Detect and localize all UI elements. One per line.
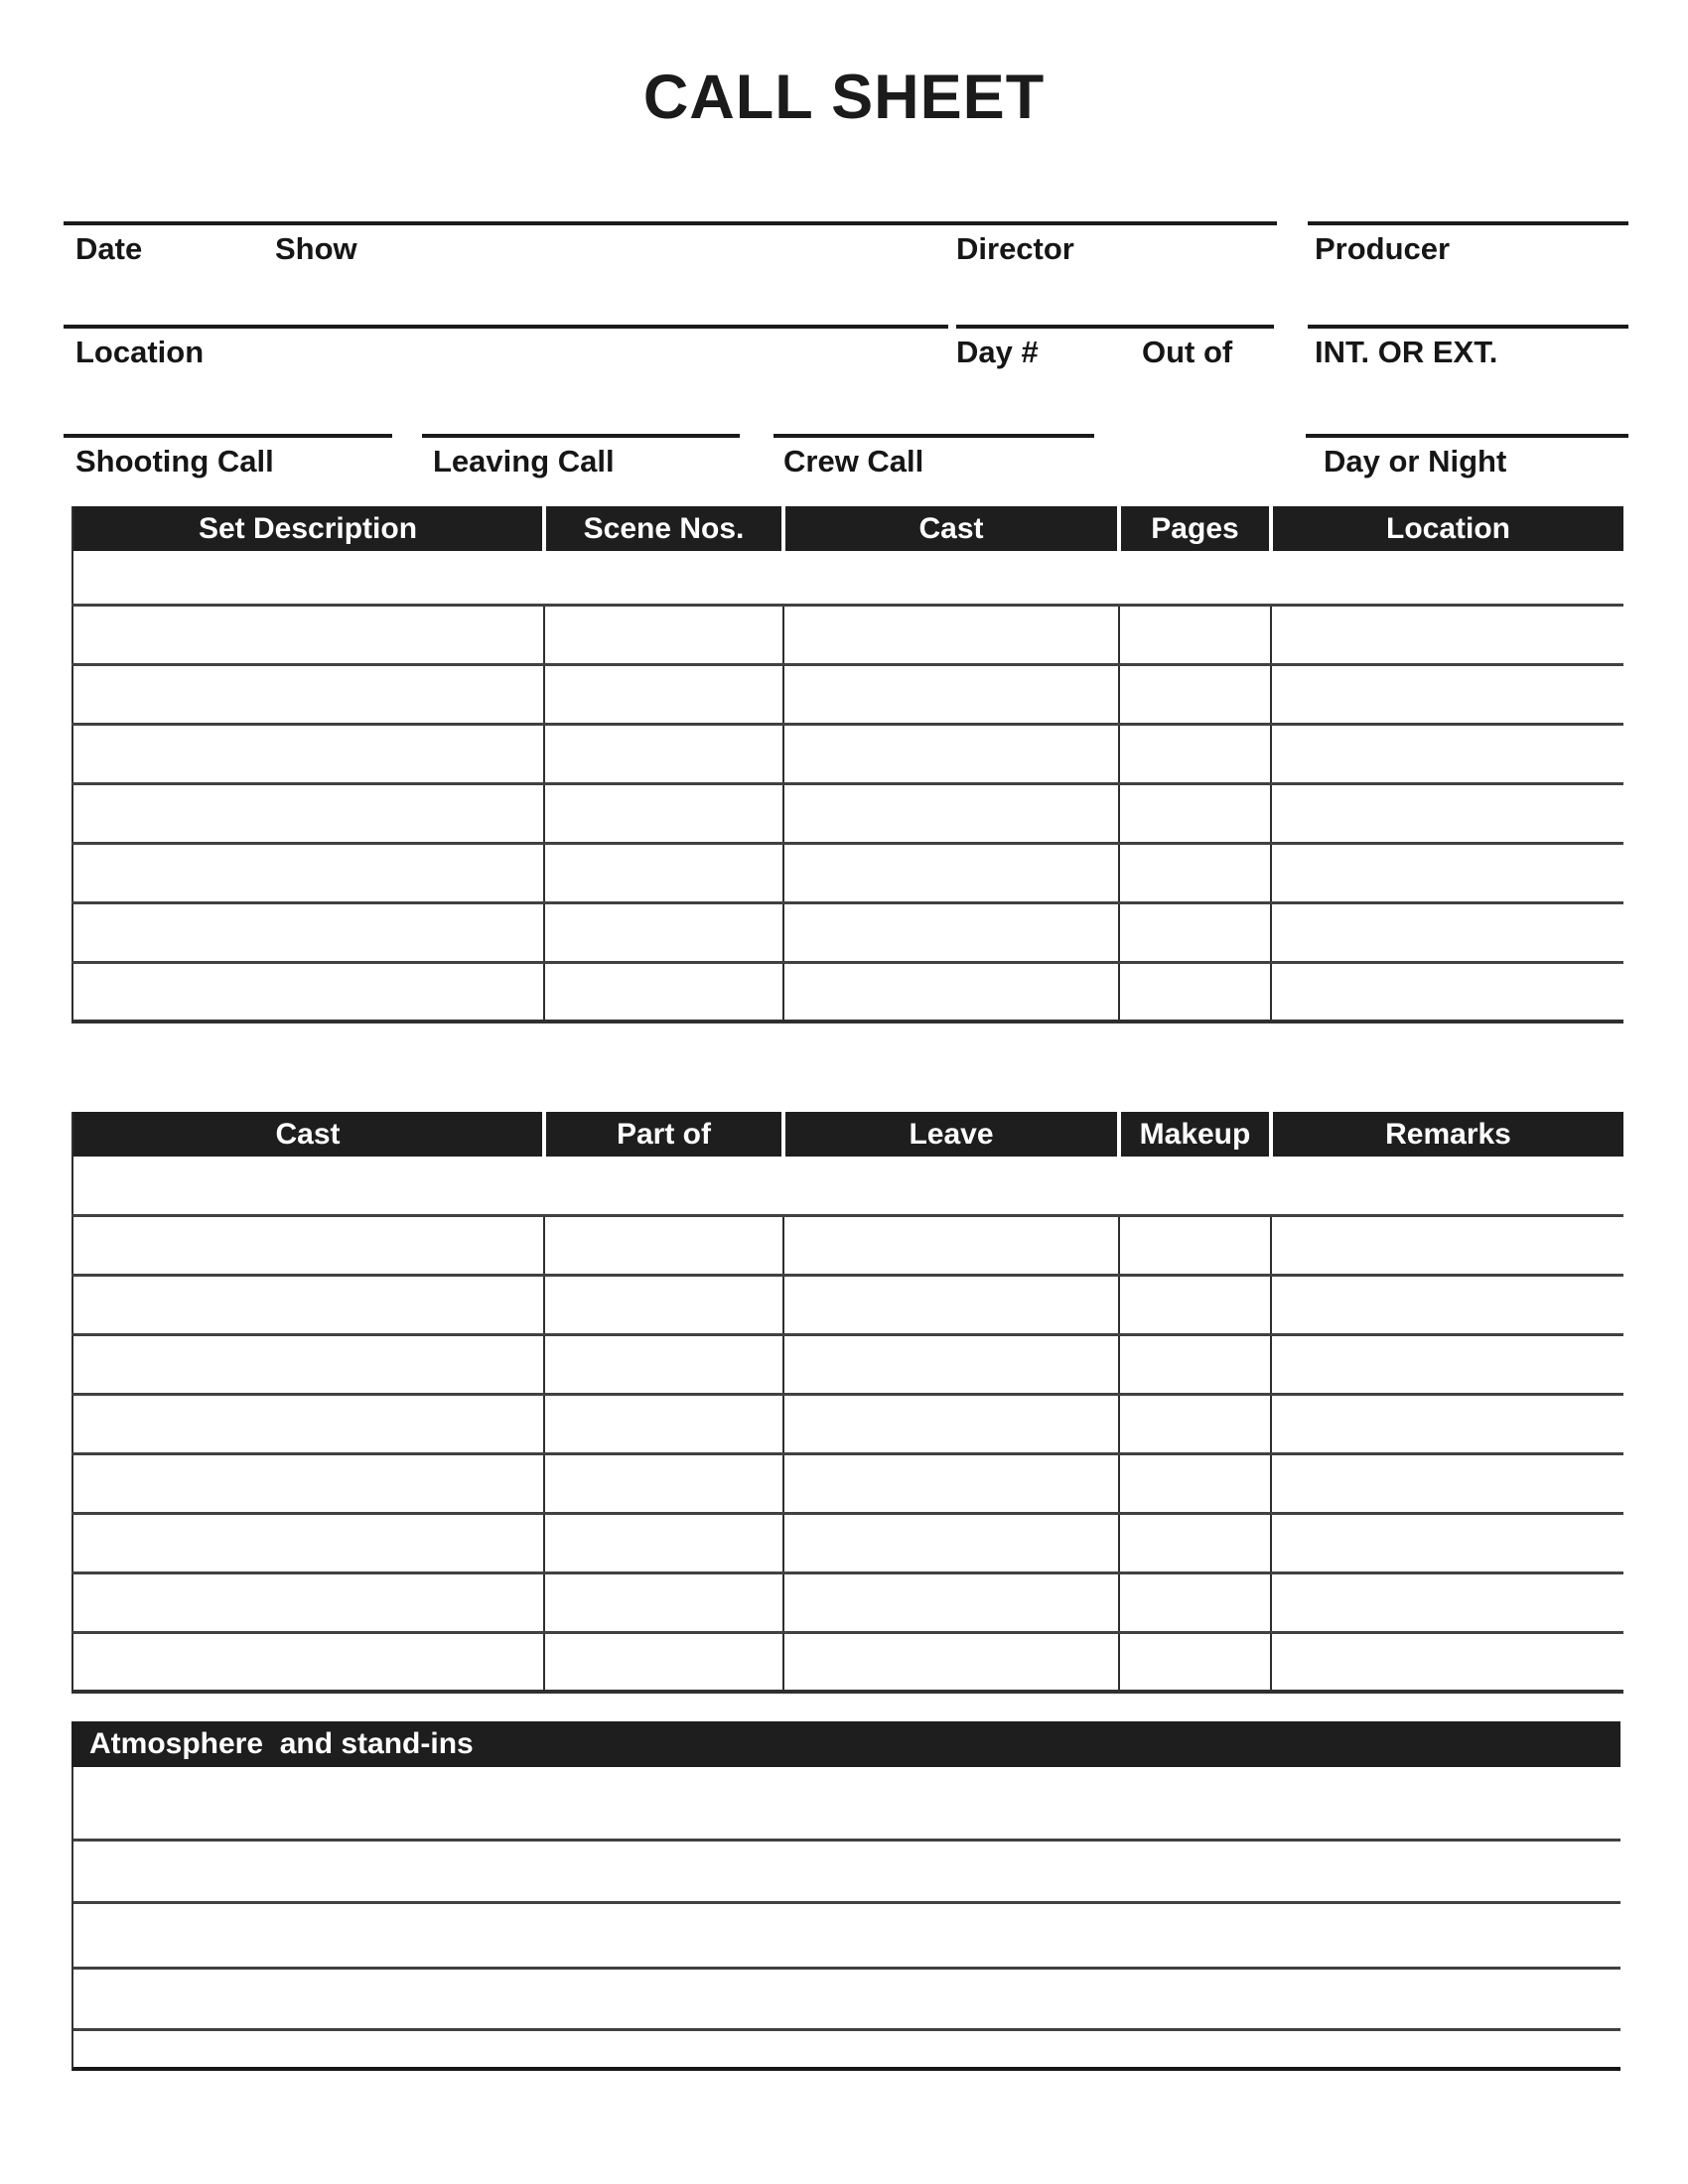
scene-cell[interactable] [544,783,783,843]
cast-cell[interactable] [72,1572,544,1632]
label-int-or-ext: INT. OR EXT. [1315,335,1498,369]
cast-cell[interactable] [783,1513,1119,1572]
fill-line-crew-call[interactable] [774,434,1094,438]
scene-cell[interactable] [1119,783,1271,843]
scene-cell[interactable] [1271,902,1623,962]
cast-cell[interactable] [783,1453,1119,1513]
cast-cell[interactable] [1119,1632,1271,1692]
scene-cell[interactable] [544,664,783,724]
scene-cell[interactable] [544,843,783,902]
scene-cell[interactable] [783,605,1119,664]
cast-cell[interactable] [72,1632,544,1692]
atmosphere-header-bar: Atmosphere and stand-ins [71,1721,1620,1767]
scene-cell[interactable] [1119,843,1271,902]
fill-line-shooting-call[interactable] [64,434,392,438]
scene-cell[interactable] [783,843,1119,902]
scene-row [72,843,1623,902]
scene-cell[interactable] [1271,664,1623,724]
scene-row [72,724,1623,783]
cast-cell[interactable] [1119,1334,1271,1394]
header-makeup: Makeup [1119,1112,1271,1157]
scene-cell[interactable] [72,902,544,962]
scene-cell[interactable] [544,962,783,1022]
label-day-number: Day # [956,335,1039,369]
cast-row [72,1275,1623,1334]
scene-cell[interactable] [1119,724,1271,783]
label-shooting-call: Shooting Call [75,444,274,478]
page-title: CALL SHEET [642,63,1046,132]
cast-cell[interactable] [1119,1453,1271,1513]
cast-row [72,1453,1623,1513]
scene-cell[interactable] [72,724,544,783]
scene-cell[interactable] [72,605,544,664]
label-day-or-night: Day or Night [1324,444,1507,478]
header-cast: Cast [783,506,1119,551]
scene-row [72,902,1623,962]
scene-cell[interactable] [72,664,544,724]
cast-table-header-row [72,1112,1623,1157]
cast-row [72,1215,1623,1275]
cast-cell[interactable] [783,1632,1119,1692]
header-remarks: Remarks [1271,1112,1623,1157]
cast-cell[interactable] [1271,1632,1623,1692]
scene-cell[interactable] [72,843,544,902]
cast-cell[interactable] [544,1632,783,1692]
cast-cell[interactable] [783,1275,1119,1334]
cast-row [72,1334,1623,1394]
scene-row [72,783,1623,843]
cast-cell[interactable] [1119,1215,1271,1275]
cast-cell[interactable] [1119,1394,1271,1453]
cast-cell[interactable] [1119,1513,1271,1572]
cast-table [71,1112,1623,1694]
scene-cell[interactable] [544,902,783,962]
scene-gap-cell[interactable] [72,551,1623,605]
scene-cell[interactable] [72,962,544,1022]
scene-cell[interactable] [783,962,1119,1022]
cast-row [72,1572,1623,1632]
label-date: Date [75,231,143,266]
scene-cell[interactable] [1119,962,1271,1022]
cast-cell[interactable] [1271,1453,1623,1513]
cast-cell[interactable] [1271,1215,1623,1275]
cast-cell[interactable] [1271,1513,1623,1572]
cast-cell[interactable] [783,1394,1119,1453]
scene-table-header-row [72,506,1623,551]
header-pages: Pages [1119,506,1271,551]
scene-cell[interactable] [783,783,1119,843]
scene-row [72,605,1623,664]
cast-cell[interactable] [544,1334,783,1394]
label-producer: Producer [1315,231,1451,266]
cast-cell[interactable] [544,1275,783,1334]
cast-cell[interactable] [1271,1572,1623,1632]
atmosphere-line-row[interactable] [73,1967,1620,2028]
scene-gap-row [72,551,1623,605]
fill-line-int-or-ext[interactable] [1308,325,1628,329]
cast-cell[interactable] [544,1453,783,1513]
scene-cell[interactable] [783,664,1119,724]
cast-cell[interactable] [783,1215,1119,1275]
scene-row [72,664,1623,724]
scene-table [71,506,1623,1024]
cast-cell[interactable] [544,1215,783,1275]
cast-row [72,1513,1623,1572]
cast-cell[interactable] [1271,1394,1623,1453]
label-location: Location [75,335,205,369]
atmosphere-line-row[interactable] [73,2028,1620,2071]
scene-cell[interactable] [1271,962,1623,1022]
cast-cell[interactable] [1119,1572,1271,1632]
scene-cell[interactable] [72,783,544,843]
label-leaving-call: Leaving Call [433,444,615,478]
scene-cell[interactable] [783,902,1119,962]
scene-cell[interactable] [544,724,783,783]
scene-cell[interactable] [1271,605,1623,664]
cast-gap-row [72,1157,1623,1215]
cast-cell[interactable] [72,1334,544,1394]
atmosphere-section [71,1767,1620,2071]
scene-cell[interactable] [1119,664,1271,724]
scene-cell[interactable] [1271,843,1623,902]
cast-cell[interactable] [72,1453,544,1513]
cast-cell[interactable] [544,1572,783,1632]
cast-cell[interactable] [783,1334,1119,1394]
header-cast-name: Cast [72,1112,544,1157]
cast-cell[interactable] [544,1513,783,1572]
cast-cell[interactable] [1271,1275,1623,1334]
scene-cell[interactable] [1119,605,1271,664]
fill-line-date-show-director[interactable] [64,221,1277,225]
header-set-description: Set Description [72,506,544,551]
fill-line-leaving-call[interactable] [422,434,740,438]
cast-cell[interactable] [72,1394,544,1453]
fill-line-day-out-of[interactable] [956,325,1274,329]
cast-row [72,1632,1623,1692]
label-director: Director [956,231,1074,266]
cast-cell[interactable] [1119,1275,1271,1334]
label-show: Show [275,231,357,266]
scene-cell[interactable] [1271,783,1623,843]
scene-cell[interactable] [1271,724,1623,783]
cast-cell[interactable] [72,1275,544,1334]
fill-line-day-or-night[interactable] [1306,434,1628,438]
header-scene-nos: Scene Nos. [544,506,783,551]
fill-line-producer[interactable] [1308,221,1628,225]
cast-cell[interactable] [544,1394,783,1453]
cast-gap-cell[interactable] [72,1157,1623,1215]
atmosphere-line-row[interactable] [73,1767,1620,1839]
label-out-of: Out of [1142,335,1233,369]
cast-cell[interactable] [72,1513,544,1572]
atmosphere-line-row[interactable] [73,1839,1620,1901]
fill-line-location[interactable] [64,325,948,329]
scene-cell[interactable] [783,724,1119,783]
header-leave: Leave [783,1112,1119,1157]
label-crew-call: Crew Call [783,444,924,478]
cast-cell[interactable] [1271,1334,1623,1394]
scene-row [72,962,1623,1022]
scene-cell[interactable] [1119,902,1271,962]
header-location: Location [1271,506,1623,551]
scene-cell[interactable] [544,605,783,664]
cast-row [72,1394,1623,1453]
header-part-of: Part of [544,1112,783,1157]
cast-cell[interactable] [783,1572,1119,1632]
cast-cell[interactable] [72,1215,544,1275]
atmosphere-line-row[interactable] [73,1901,1620,1967]
